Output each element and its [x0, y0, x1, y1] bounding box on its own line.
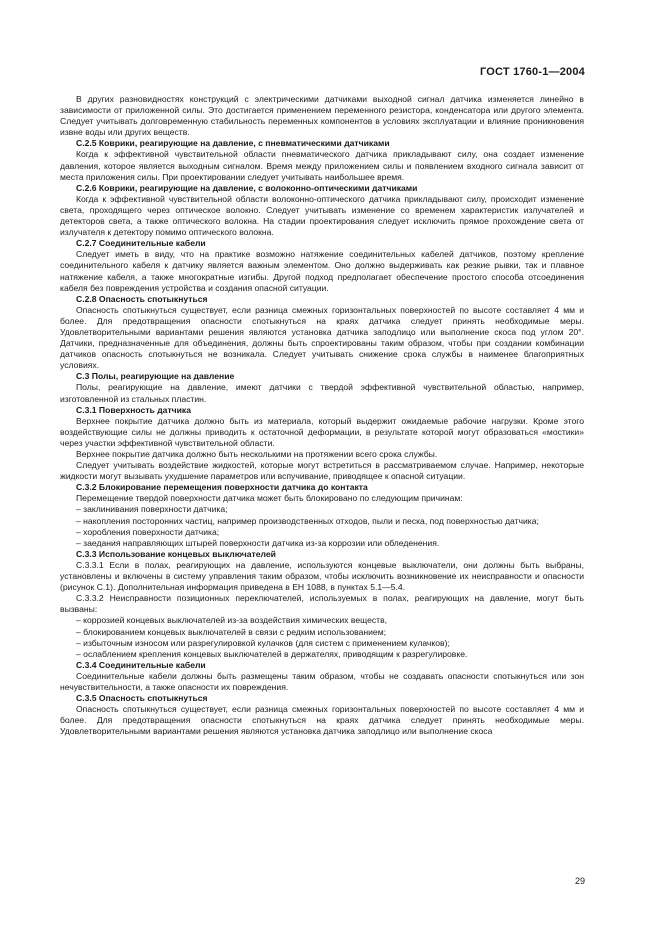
paragraph: Соединительные кабели должны быть размещены таким образом, чтобы не создавать опасности спотыкнуться или зон нечувствительности, а также опасности их повреждения.	[60, 670, 584, 692]
section-heading: С.3.1 Поверхность датчика	[76, 404, 191, 415]
paragraph: Опасность спотыкнуться существует, если разница смежных горизонтальных поверхностей по высоте составляет 4 мм и более. Для предотвращения опасности спотыкнуться на краях датчика следует принять необходимые меры. Удовлетворительными вариантами решения являются установка датчика заподлицо или выполнение скоса под углом 20°. Датчики, предназначенные для объединения, должны быть спроектированы таким образом, чтобы при создании комбинации датчиков опасность спотыкнуться не возникала. Следует учитывать снижение срока службы в наименее благоприятных условиях.	[60, 304, 584, 371]
section-heading: С.2.7 Соединительные кабели	[76, 238, 206, 249]
document-body	[60, 94, 584, 737]
paragraph: Когда к эффективной чувствительной области пневматического датчика прикладывают силу, она создает изменение давления, которое является выходным сигналом. Время между приложением силы и появлением входного сигнала зависит от места приложения силы. При проектировании следует учитывать наибольшее время.	[60, 149, 584, 182]
page-number: 29	[574, 876, 585, 886]
paragraph: С.3.3.2 Неисправности позиционных переключателей, используемых в полах, реагирующих на давление, могут быть вызваны:	[60, 593, 584, 615]
section-heading: С.3.4 Соединительные кабели	[76, 659, 206, 670]
paragraph: Следует иметь в виду, что на практике возможно натяжение соединительных кабелей датчиков, поэтому крепление соединительного кабеля к датчику является важным элементом. Оно должно выдерживать как резкие рывки, так и плавное натяжение кабеля, а также многократные изгибы. Другой подход предполагает обеспечение простого способа отсоединения кабеля без повреждения устройства и создания опасной ситуации.	[60, 249, 584, 293]
paragraph: С.3.3.1 Если в полах, реагирующих на давление, используются концевые выключатели, они должны быть выбраны, установлены и включены в систему управления таким образом, чтобы исключить возникновение их неисправности и опасности (рисунок С.1). Дополнительная информация приведена в ЕН 1088, в пунктах 5.1—5.4.	[60, 559, 584, 593]
list-item: – блокированием концевых выключателей в связи с редким использованием;	[76, 626, 386, 637]
document-code-header: ГОСТ 1760-1—2004	[479, 66, 585, 78]
list-item: – заедания направляющих штырей поверхности датчика из-за коррозии или обледенения.	[76, 537, 440, 548]
paragraph: Полы, реагирующие на давление, имеют датчики с твердой эффективной чувствительной областью, например, изготовленной из стальных пластин.	[60, 382, 584, 404]
paragraph: Перемещение твердой поверхности датчика может быть блокировано по следующим причинам:	[76, 493, 463, 504]
paragraph: Верхнее покрытие датчика должно быть из материала, который выдержит ожидаемые рабочие нагрузки. Кроме этого воздействующие силы не должны приводить к остаточной деформации, в результате которой могут образоваться «мостики» через участки эффективной чувствительной области.	[60, 415, 584, 448]
list-item: – избыточным износом или разрегулировкой кулачков (для систем с применением кулачков);	[76, 637, 450, 648]
section-heading: С.2.6 Коврики, реагирующие на давление, с волоконно-оптическими датчиками	[76, 182, 418, 193]
section-heading: С.3.5 Опасность спотыкнуться	[76, 693, 208, 704]
paragraph: В других разновидностях конструкций с электрическими датчиками выходной сигнал датчика изменяется линейно в зависимости от приложенной силы. Это достигается применением переменного резистора, конденсатора или другого элемента. Следует учитывать долговременную стабильность переменных компонентов в условиях эксплуатации и влияние проникновения извне воды или других веществ.	[60, 94, 584, 138]
section-heading: С.3 Полы, реагирующие на давление	[76, 371, 235, 382]
list-item: – ослаблением крепления концевых выключателей в держателях, приводящим к разрегулировке.	[76, 648, 468, 659]
paragraph: Следует учитывать воздействие жидкостей, которые могут встретиться в рассматриваемом случае. Например, некоторые жидкости могут вызывать ухудшение параметров или вспучивание, приводящее к опасной ситуации.	[60, 460, 584, 482]
list-item: – накопления посторонних частиц, например производственных отходов, пыли и песка, под поверхностью датчика;	[76, 515, 539, 526]
section-heading: С.3.3 Использование концевых выключателей	[76, 548, 276, 559]
paragraph: Когда к эффективной чувствительной области волоконно-оптического датчика прикладывают силу, происходит изменение света, проходящего через оптическое волокно. Следует учитывать изменение со временем характеристик излучателей и детекторов света, а также оптического волокна. На стадии проектирования следует исключить прямое прохождение света от излучателя к детектору помимо оптического волокна.	[60, 193, 584, 238]
section-heading: С.2.5 Коврики, реагирующие на давление, с пневматическими датчиками	[76, 138, 390, 149]
list-item: – заклинивания поверхности датчика;	[76, 504, 228, 515]
list-item: – коррозией концевых выключателей из-за воздействия химических веществ,	[76, 615, 388, 626]
section-heading: С.2.8 Опасность спотыкнуться	[76, 293, 208, 304]
paragraph: Опасность спотыкнуться существует, если разница смежных горизонтальных поверхностей по высоте составляет 4 мм и более. Для предотвращения опасности спотыкнуться на краях датчика следует принять необходимые меры. Удовлетворительными вариантами решения являются установка датчика заподлицо или выполнение скоса	[60, 704, 584, 737]
paragraph: Верхнее покрытие датчика должно быть несколькими на протяжении всего срока службы.	[76, 449, 438, 459]
section-heading: С.3.2 Блокирование перемещения поверхности датчика до контакта	[76, 482, 368, 493]
list-item: – хоробления поверхности датчика;	[76, 526, 220, 537]
